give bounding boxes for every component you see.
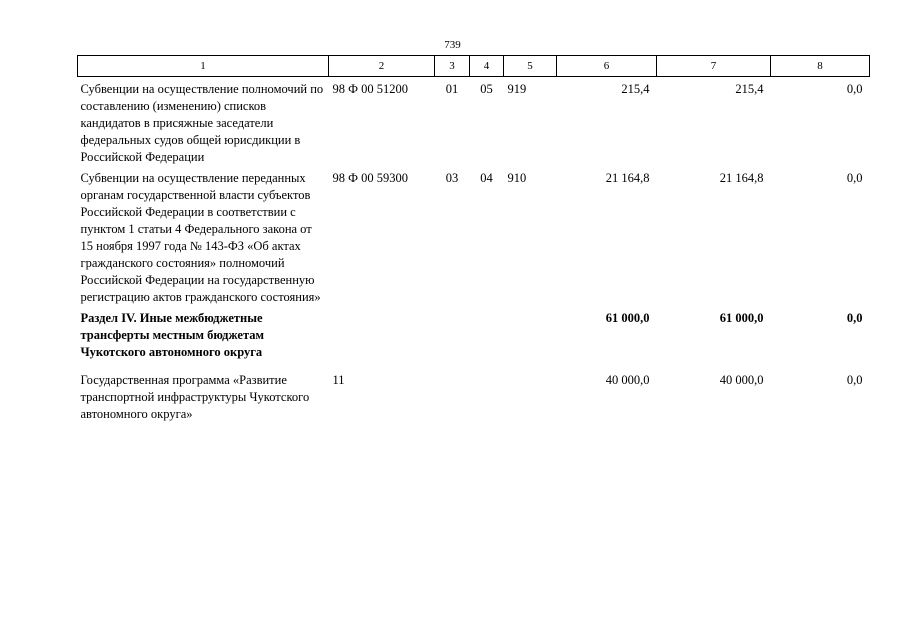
table-row-section	[78, 306, 870, 361]
page-number: 739	[444, 39, 461, 51]
row-amount-8: 0,0	[846, 373, 863, 387]
header-col-8: 8	[771, 56, 870, 77]
header-col-4: 4	[470, 56, 504, 77]
header-col-2: 2	[329, 56, 435, 77]
row-amount-8: 0,0	[846, 171, 863, 185]
row-ministry: 919	[507, 82, 527, 96]
header-col-5: 5	[504, 56, 557, 77]
row-subsection: 04	[480, 171, 493, 185]
table-row	[78, 361, 870, 423]
row-amount-7: 21 164,8	[719, 171, 764, 185]
row-subsection	[470, 306, 504, 361]
row-target-code: 11	[332, 373, 345, 387]
row-amount-8: 0,0	[846, 311, 863, 325]
table-header	[78, 56, 870, 77]
row-amount-7: 215,4	[735, 82, 764, 96]
row-name: Субвенции на осуществление полномочий по составлению (изменению) списков кандидатов в присяжные заседатели федеральных судов общей юрисдикции в Российской Федерации	[80, 82, 324, 164]
row-section	[435, 306, 470, 361]
row-target-code: 98 Ф 00 51200	[332, 82, 409, 96]
row-ministry: 910	[507, 171, 527, 185]
row-name: Субвенции на осуществление переданных органам государственной власти субъектов Российской Федерации в соответствии с пунктом 1 статьи 4 Федерального закона от 15 ноября 1997 года № 143-ФЗ «Об актах гражданского состояния» полномочий Российской Федерации на государственную регистрацию актов гражданского состояния»	[80, 171, 321, 304]
row-subsection	[470, 361, 504, 423]
row-section	[435, 361, 470, 423]
row-ministry	[504, 361, 557, 423]
row-name: Государственная программа «Развитие транспортной инфраструктуры Чукотского автономного округа»	[80, 373, 310, 421]
row-amount-6: 21 164,8	[605, 171, 650, 185]
row-amount-6: 215,4	[621, 82, 650, 96]
row-section: 01	[445, 82, 459, 96]
row-amount-7: 61 000,0	[719, 311, 764, 325]
row-amount-7: 40 000,0	[719, 373, 764, 387]
table-body	[78, 77, 870, 424]
header-col-6: 6	[557, 56, 657, 77]
budget-table	[77, 55, 870, 423]
header-col-1: 1	[78, 56, 329, 77]
row-target-code	[329, 306, 435, 361]
row-ministry	[504, 306, 557, 361]
row-amount-8: 0,0	[846, 82, 863, 96]
row-subsection: 05	[480, 82, 493, 96]
row-name: Раздел IV. Иные межбюджетные трансферты местным бюджетам Чукотского автономного округа	[80, 311, 265, 359]
table-row	[78, 77, 870, 167]
row-target-code: 98 Ф 00 59300	[332, 171, 409, 185]
table-row	[78, 166, 870, 306]
header-row	[78, 56, 870, 77]
row-amount-6: 40 000,0	[605, 373, 650, 387]
row-section: 03	[445, 171, 459, 185]
header-col-7: 7	[657, 56, 771, 77]
row-amount-6: 61 000,0	[605, 311, 650, 325]
header-col-3: 3	[435, 56, 470, 77]
